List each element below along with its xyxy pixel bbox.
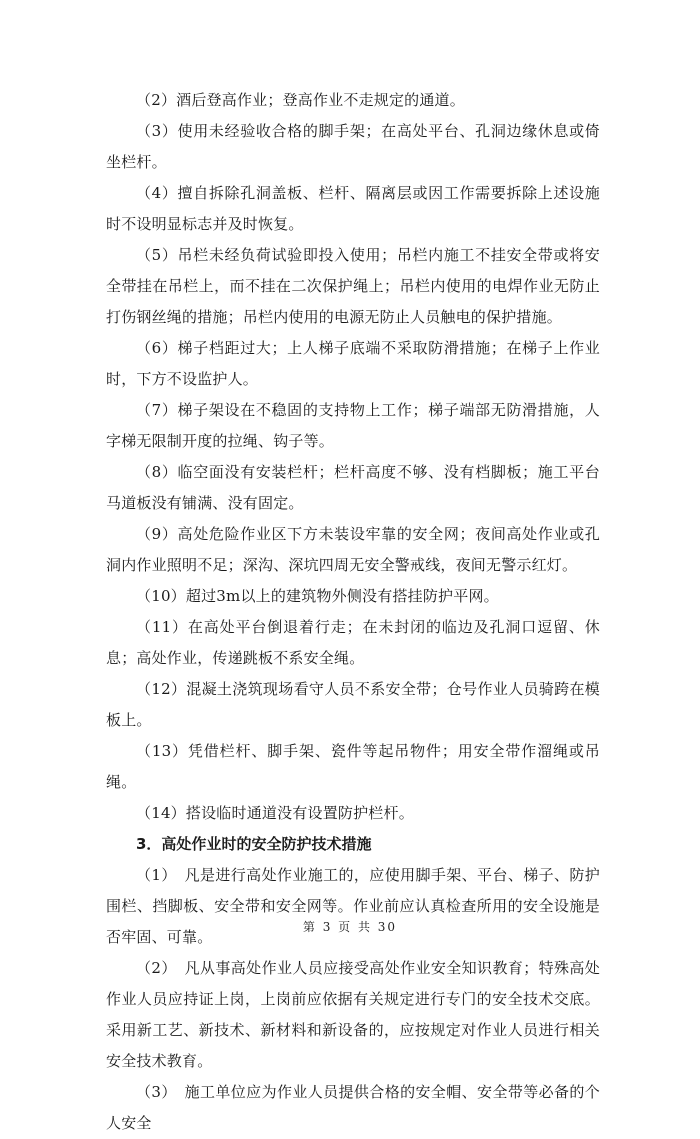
- violation-item-5: （5）吊栏未经负荷试验即投入使用；吊栏内施工不挂安全带或将安全带挂在吊栏上，而不挂在二次保护绳上；吊栏内使用的电焊作业无防止打伤钢丝绳的措施；吊栏内使用的电源无防止人员触电的保护措施。: [106, 246, 600, 326]
- section-heading: 3．高处作业时的安全防护技术措施: [136, 835, 372, 853]
- measure-item-2: （2） 凡从事高处作业人员应接受高处作业安全知识教育；特殊高处作业人员应持证上岗，上岗前应依据有关规定进行专门的安全技术交底。采用新工艺、新技术、新材料和新设备的，应按规定对作业人员进行相关安全技术教育。: [106, 959, 600, 1070]
- document-body: [106, 85, 600, 1139]
- violation-item-14: （14）搭设临时通道没有设置防护栏杆。: [136, 804, 414, 822]
- violation-item-13: （13）凭借栏杆、脚手架、瓷件等起吊物件；用安全带作溜绳或吊绳。: [106, 742, 600, 791]
- measure-item-3: （3） 施工单位应为作业人员提供合格的安全帽、安全带等必备的个人安全: [106, 1083, 600, 1132]
- violation-item-3: （3）使用未经验收合格的脚手架；在高处平台、孔洞边缘休息或倚坐栏杆。: [106, 122, 600, 171]
- violation-item-8: （8）临空面没有安装栏杆；栏杆高度不够、没有档脚板；施工平台马道板没有铺满、没有固定。: [106, 463, 600, 512]
- measure-item-1: （1） 凡是进行高处作业施工的，应使用脚手架、平台、梯子、防护围栏、挡脚板、安全带和安全网等。作业前应认真检查所用的安全设施是否牢固、可靠。: [106, 866, 600, 946]
- violation-item-9: （9）高处危险作业区下方未装设牢靠的安全网；夜间高处作业或孔洞内作业照明不足；深沟、深坑四周无安全警戒线，夜间无警示红灯。: [106, 525, 600, 574]
- violation-item-7: （7）梯子架设在不稳固的支持物上工作；梯子端部无防滑措施，人字梯无限制开度的拉绳、钩子等。: [106, 401, 600, 450]
- violation-item-4: （4）擅自拆除孔洞盖板、栏杆、隔离层或因工作需要拆除上述设施时不设明显标志并及时恢复。: [106, 184, 600, 233]
- violation-item-6: （6）梯子档距过大；上人梯子底端不采取防滑措施；在梯子上作业时，下方不设监护人。: [106, 339, 600, 388]
- violation-item-2: （2）酒后登高作业；登高作业不走规定的通道。: [136, 91, 465, 109]
- page-footer: 第 3 页 共 30: [302, 920, 398, 934]
- violation-item-10: （10）超过3m以上的建筑物外侧没有搭挂防护平网。: [136, 587, 499, 605]
- violation-item-12: （12）混凝土浇筑现场看守人员不系安全带；仓号作业人员骑跨在模板上。: [106, 680, 600, 729]
- violation-item-11: （11）在高处平台倒退着行走；在未封闭的临边及孔洞口逗留、休息；高处作业，传递跳板不系安全绳。: [106, 618, 600, 667]
